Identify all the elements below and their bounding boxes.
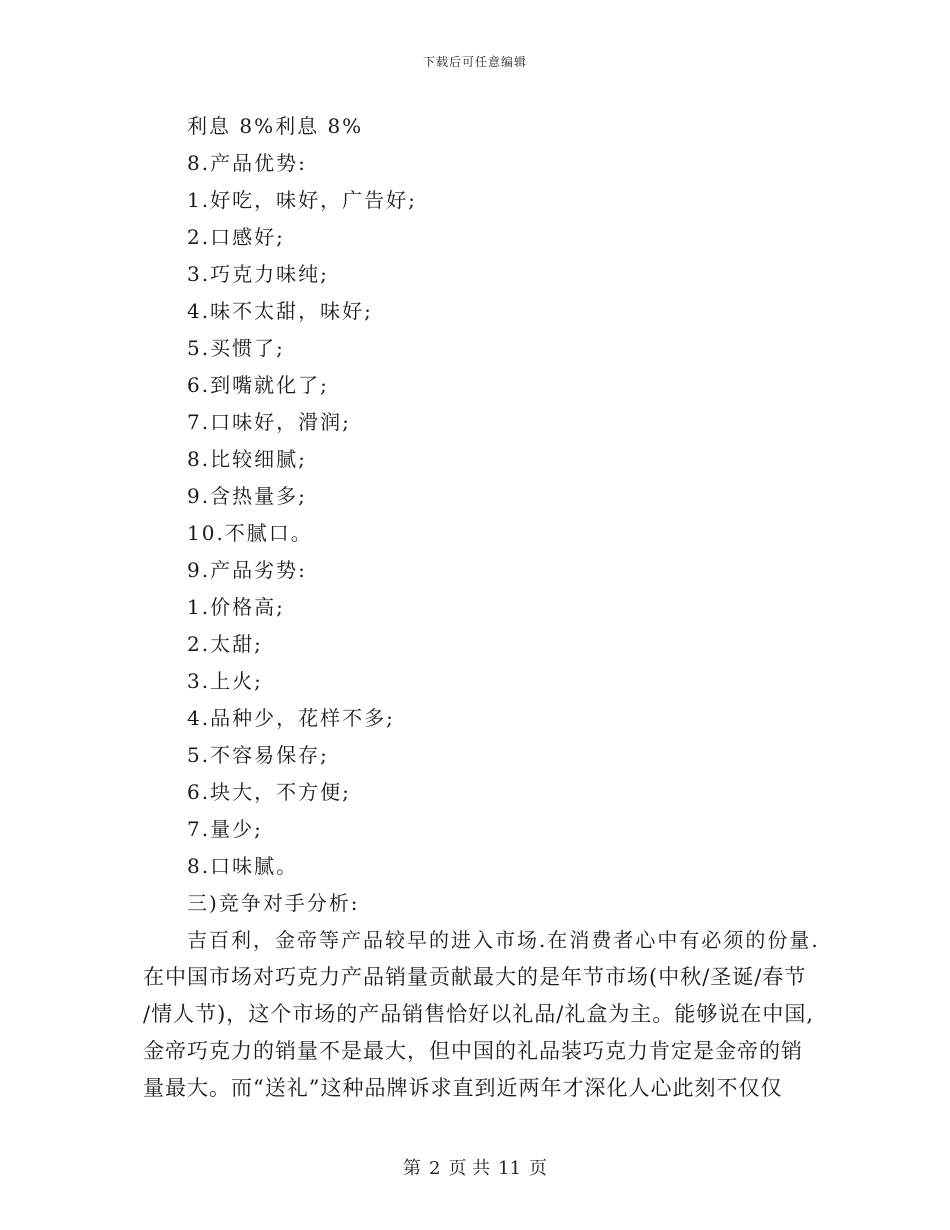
list-line: 6.块大，不方便; (187, 780, 351, 804)
page-header: 下载后可任意编辑 (422, 55, 527, 69)
list-line: 4.品种少，花样不多; (187, 706, 395, 730)
list-line: 4.味不太甜，味好; (187, 299, 373, 323)
list-line: 利息 8%利息 8% (187, 114, 364, 138)
paragraph-line: 在中国市场对巧克力产品销量贡献最大的是年节市场(中秋/圣诞/春节 (143, 965, 807, 989)
footer-current-page: 2 (428, 1158, 441, 1179)
section-heading-competitors: 三)竞争对手分析: (187, 891, 360, 915)
list-line: 6.到嘴就化了; (187, 373, 329, 397)
paragraph-line: /情人节)，这个市场的产品销售恰好以礼品/礼盒为主。能够说在中国, (143, 1002, 815, 1026)
list-line: 5.买惯了; (187, 336, 285, 360)
footer-prefix: 第 (402, 1158, 421, 1179)
footer-total-pages: 11 (498, 1158, 522, 1179)
list-line: 7.量少; (187, 817, 263, 841)
list-line: 2.口感好; (187, 225, 285, 249)
list-line: 1.价格高; (187, 595, 285, 619)
list-line: 10.不腻口。 (187, 521, 313, 545)
footer-middle: 页 共 (448, 1158, 491, 1179)
footer-suffix: 页 (529, 1158, 548, 1179)
page-footer (0, 1154, 950, 1180)
section-heading-advantages: 8.产品优势: (187, 151, 307, 175)
list-line: 8.比较细腻; (187, 447, 307, 471)
list-line: 3.上火; (187, 669, 263, 693)
list-line: 1.好吃，味好，广告好; (187, 188, 417, 212)
paragraph-line: 量最大。而“送礼”这种品牌诉求直到近两年才深化人心此刻不仅仅 (143, 1076, 783, 1100)
list-line: 9.含热量多; (187, 484, 307, 508)
paragraph-line: 金帝巧克力的销量不是最大，但中国的礼品装巧克力肯定是金帝的销 (143, 1039, 803, 1063)
list-line: 5.不容易保存; (187, 743, 329, 767)
list-line: 3.巧克力味纯; (187, 262, 329, 286)
list-line: 7.口味好，滑润; (187, 410, 351, 434)
section-heading-disadvantages: 9.产品劣势: (187, 558, 307, 582)
list-line: 2.太甜; (187, 632, 263, 656)
list-line: 8.口味腻。 (187, 854, 299, 878)
paragraph-first-line: 吉百利，金帝等产品较早的进入市场.在消费者心中有必须的份量. (187, 928, 820, 952)
